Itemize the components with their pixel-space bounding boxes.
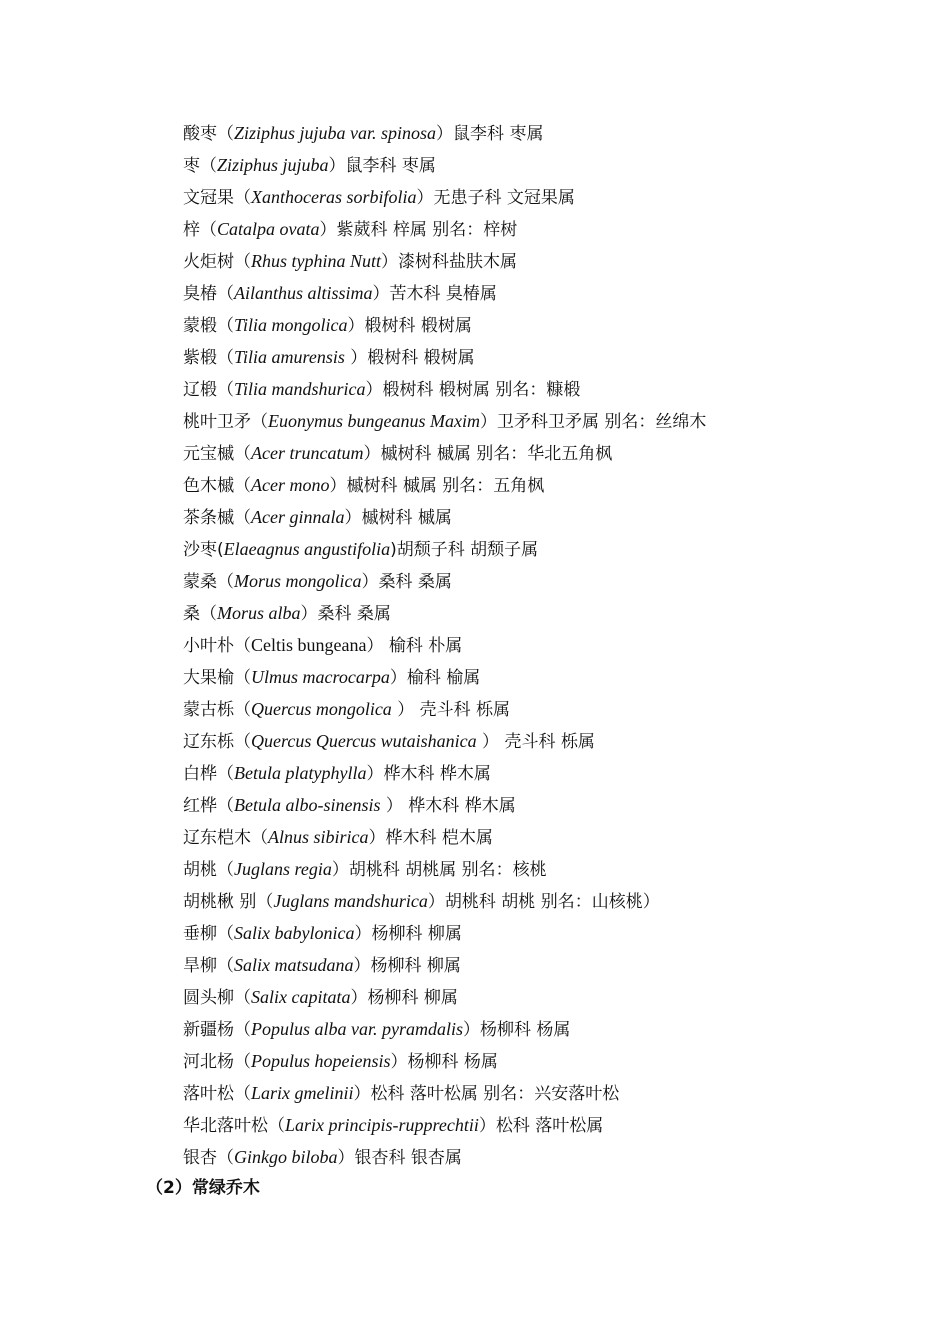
common-name: 新疆杨（ [183, 1020, 251, 1040]
common-name: 垂柳（ [183, 924, 234, 944]
common-name: 旱柳（ [183, 956, 234, 976]
scientific-name: Acer ginnala [251, 507, 345, 527]
family-genus: ）无患子科 文冠果属 [416, 188, 575, 208]
common-name: 桑（ [183, 604, 217, 624]
family-genus: ）银杏科 银杏属 [337, 1148, 462, 1168]
species-entry [183, 149, 923, 181]
scientific-name: Quercus Quercus wutaishanica [251, 731, 477, 751]
species-entry [183, 853, 923, 885]
species-entry [183, 501, 923, 533]
scientific-name: Populus alba var. pyramdalis [251, 1019, 464, 1039]
scientific-name: Acer mono [251, 475, 330, 495]
family-genus: ）松科 落叶松属 别名：兴安落叶松 [353, 1084, 620, 1104]
family-genus: ）桑科 桑属 [361, 572, 452, 592]
family-genus: ）桑科 桑属 [300, 604, 391, 624]
common-name: 大果榆（ [183, 668, 251, 688]
species-entry [183, 661, 923, 693]
scientific-name: Acer truncatum [251, 443, 364, 463]
common-name: 小叶朴（ [183, 636, 251, 656]
scientific-name: Salix babylonica [234, 923, 355, 943]
common-name: 辽东栎（ [183, 732, 251, 752]
species-entry [183, 213, 923, 245]
species-entry [183, 245, 923, 277]
family-genus: ）杨柳科 柳属 [354, 924, 462, 944]
common-name: 火炬树（ [183, 252, 251, 272]
scientific-name: Tilia mandshurica [234, 379, 366, 399]
species-entry [183, 629, 923, 661]
species-entry [183, 757, 923, 789]
common-name: 元宝槭（ [183, 444, 251, 464]
common-name: 蒙椴（ [183, 316, 234, 336]
scientific-name: Juglans regia [234, 859, 332, 879]
family-genus: ）槭树科 槭属 [344, 508, 452, 528]
species-entry [183, 437, 923, 469]
species-entry [183, 917, 923, 949]
family-genus: ）松科 落叶松属 [478, 1116, 604, 1136]
species-entry [183, 693, 923, 725]
family-genus: ）榆科 榆属 [389, 668, 481, 688]
species-entry [183, 405, 923, 437]
species-entry [183, 821, 923, 853]
common-name: 蒙桑（ [183, 572, 234, 592]
species-entry [183, 373, 923, 405]
scientific-name: Ziziphus jujuba [217, 155, 329, 175]
family-genus: ）桦木科 桤木属 [368, 828, 493, 848]
species-entry [183, 309, 923, 341]
scientific-name: Celtis bungeana [251, 635, 367, 655]
common-name: 圆头柳（ [183, 988, 251, 1008]
family-genus: ） 壳斗科 栎属 [476, 732, 595, 752]
scientific-name: Ailanthus altissima [234, 283, 373, 303]
common-name: 河北杨（ [183, 1052, 251, 1072]
common-name: 白桦（ [183, 764, 234, 784]
species-entry [183, 1013, 923, 1045]
common-name: 蒙古栎（ [183, 700, 251, 720]
scientific-name: Populus hopeiensis [251, 1051, 391, 1071]
species-entry [183, 469, 923, 501]
section-heading: （2）常绿乔木 [146, 1178, 260, 1198]
family-genus: ）杨柳科 杨属 [463, 1020, 571, 1040]
species-entry [183, 117, 923, 149]
species-entry [183, 565, 923, 597]
scientific-name: Ziziphus jujuba var. spinosa [234, 123, 437, 143]
family-genus: ） 榆科 朴属 [366, 636, 463, 656]
family-genus: ）胡桃科 胡桃属 别名：核桃 [331, 860, 547, 880]
common-name: 辽椴（ [183, 380, 234, 400]
common-name: 沙枣( [183, 540, 224, 560]
species-entry [183, 949, 923, 981]
common-name: 桃叶卫矛（ [183, 412, 268, 432]
common-name: 文冠果（ [183, 188, 251, 208]
common-name: 色木槭（ [183, 476, 251, 496]
scientific-name: Xanthoceras sorbifolia [251, 187, 417, 207]
scientific-name: Catalpa ovata [217, 219, 320, 239]
family-genus: ）杨柳科 柳属 [353, 956, 461, 976]
scientific-name: Salix matsudana [234, 955, 354, 975]
common-name: 酸枣（ [183, 124, 234, 144]
family-genus: ）苦木科 臭椿属 [372, 284, 497, 304]
scientific-name: Tilia amurensis [234, 347, 345, 367]
common-name: 红桦（ [183, 796, 234, 816]
family-genus: ）槭树科 槭属 别名：五角枫 [329, 476, 545, 496]
species-entry [183, 1141, 923, 1173]
family-genus: ）胡桃科 胡桃 别名：山核桃） [427, 892, 660, 912]
family-genus: ）椴树科 椴树属 [347, 316, 472, 336]
common-name: 华北落叶松（ [183, 1116, 285, 1136]
species-list [183, 117, 923, 1173]
family-genus: ）槭树科 槭属 别名：华北五角枫 [363, 444, 613, 464]
family-genus: ）卫矛科卫矛属 别名：丝绵木 [479, 412, 707, 432]
scientific-name: Larix principis-rupprechtii [285, 1115, 479, 1135]
scientific-name: Tilia mongolica [234, 315, 348, 335]
family-genus: ）杨柳科 柳属 [350, 988, 458, 1008]
scientific-name: Salix capitata [251, 987, 351, 1007]
common-name: 胡桃楸 别（ [183, 892, 274, 912]
family-genus: ）杨柳科 杨属 [390, 1052, 498, 1072]
species-entry [183, 1077, 923, 1109]
species-entry [183, 981, 923, 1013]
family-genus: ）鼠李科 枣属 [328, 156, 436, 176]
scientific-name: Juglans mandshurica [273, 891, 428, 911]
common-name: 茶条槭（ [183, 508, 251, 528]
common-name: 落叶松（ [183, 1084, 251, 1104]
species-entry [183, 341, 923, 373]
family-genus: ） 壳斗科 栎属 [391, 700, 511, 720]
scientific-name: Larix gmelinii [251, 1083, 354, 1103]
common-name: 辽东桤木（ [183, 828, 268, 848]
family-genus: ）椴树科 椴树属 别名：糠椴 [365, 380, 581, 400]
common-name: 胡桃（ [183, 860, 234, 880]
common-name: 银杏（ [183, 1148, 234, 1168]
scientific-name: Elaeagnus angustifolia [223, 539, 391, 559]
species-entry [183, 597, 923, 629]
scientific-name: Ginkgo biloba [234, 1147, 338, 1167]
family-genus: ）鼠李科 枣属 [436, 124, 544, 144]
species-entry [183, 789, 923, 821]
species-entry [183, 725, 923, 757]
scientific-name: Rhus typhina Nutt [251, 251, 381, 271]
scientific-name: Morus mongolica [234, 571, 362, 591]
scientific-name: Euonymus bungeanus Maxim [268, 411, 480, 431]
species-entry [183, 1109, 923, 1141]
scientific-name: Morus alba [217, 603, 301, 623]
common-name: 枣（ [183, 156, 217, 176]
species-entry [183, 533, 923, 565]
species-entry [183, 181, 923, 213]
family-genus: ）椴树科 椴树属 [344, 348, 475, 368]
scientific-name: Alnus sibirica [268, 827, 369, 847]
scientific-name: Quercus mongolica [251, 699, 392, 719]
family-genus: )胡颓子科 胡颓子属 [390, 540, 539, 560]
scientific-name: Ulmus macrocarpa [251, 667, 390, 687]
scientific-name: Betula platyphylla [234, 763, 367, 783]
family-genus: ）桦木科 桦木属 [366, 764, 491, 784]
family-genus: ）紫葳科 梓属 别名：梓树 [319, 220, 518, 240]
scientific-name: Betula albo-sinensis [234, 795, 381, 815]
family-genus: ）漆树科盐肤木属 [381, 252, 517, 272]
family-genus: ） 桦木科 桦木属 [380, 796, 516, 816]
species-entry [183, 1045, 923, 1077]
species-entry [183, 885, 923, 917]
common-name: 臭椿（ [183, 284, 234, 304]
species-entry [183, 277, 923, 309]
common-name: 紫椴（ [183, 348, 234, 368]
common-name: 梓（ [183, 220, 217, 240]
